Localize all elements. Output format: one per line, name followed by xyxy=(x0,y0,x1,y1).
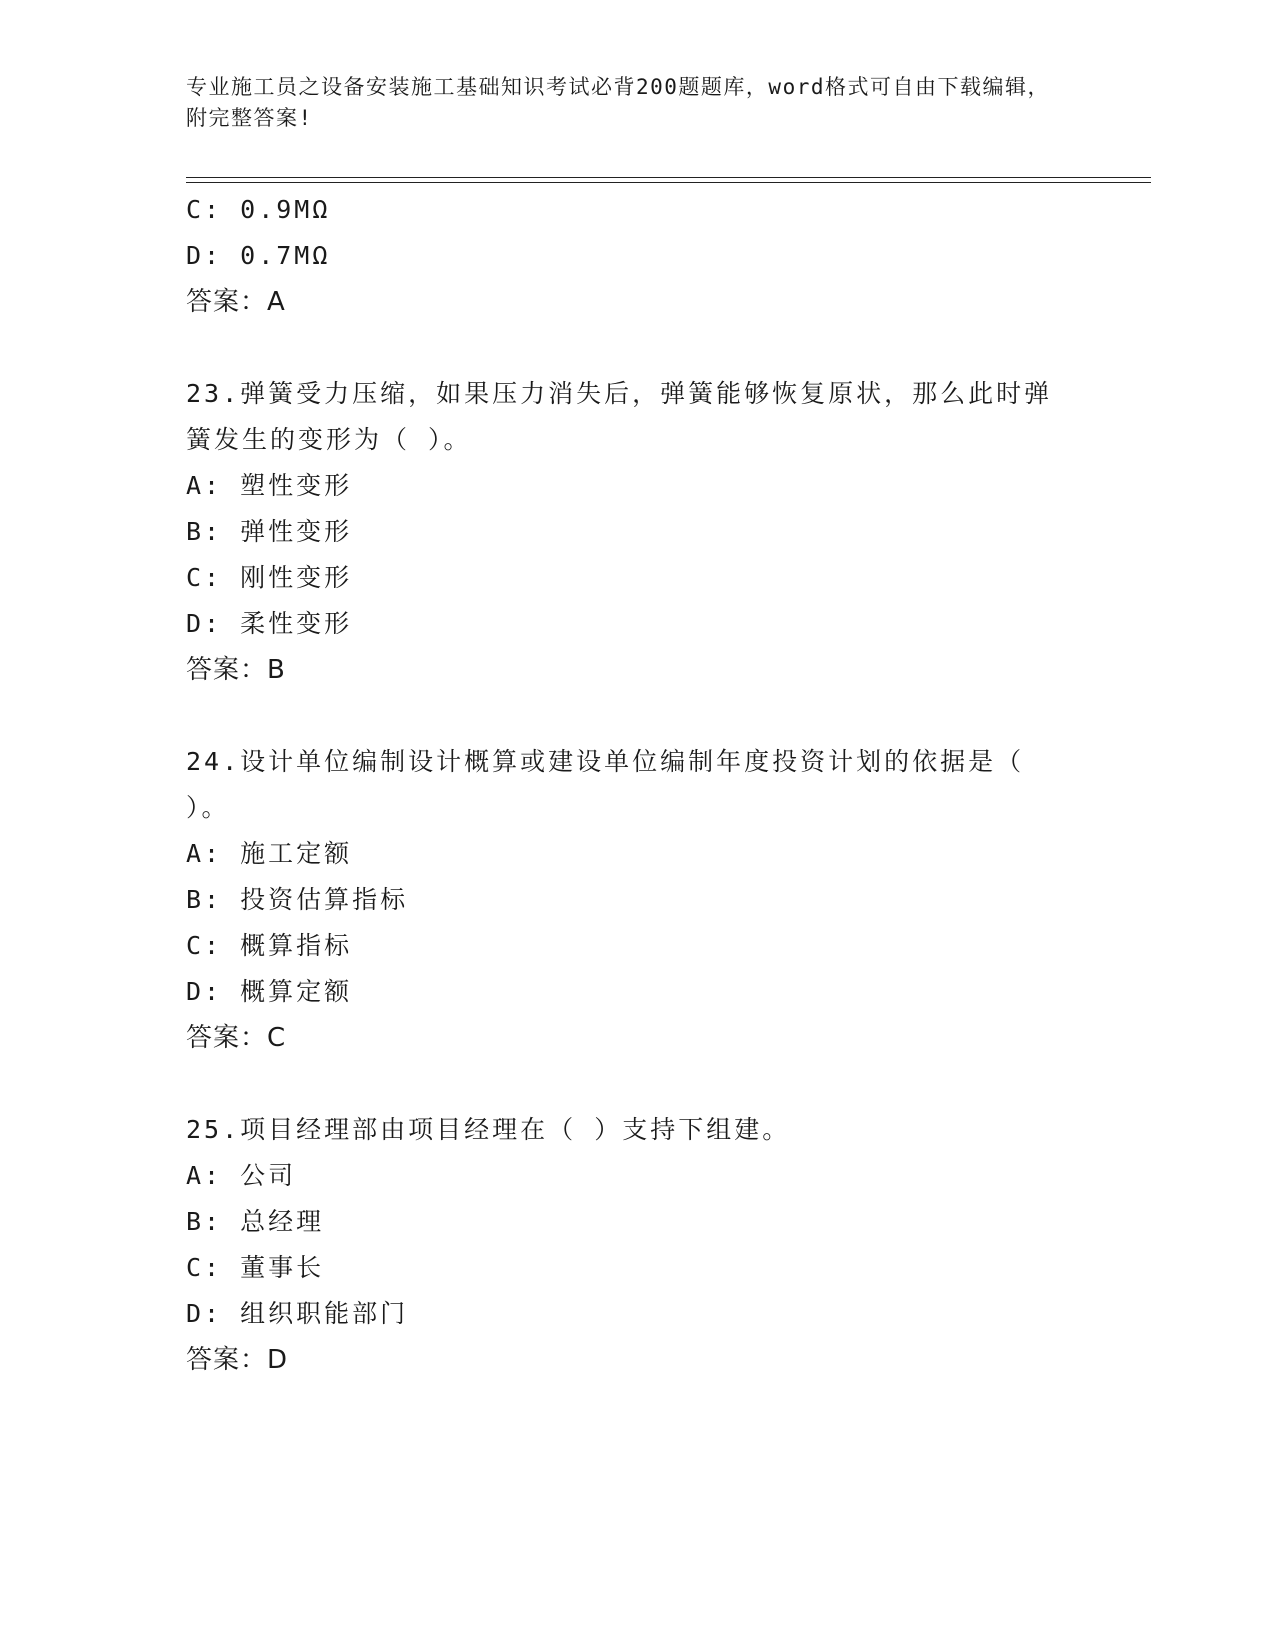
header-divider-bottom xyxy=(186,182,1151,183)
option-c: C: 刚性变形 xyxy=(186,563,353,592)
question-25 xyxy=(186,1107,1086,1383)
option-a: A: 施工定额 xyxy=(186,839,353,868)
option-b: B: 弹性变形 xyxy=(186,517,353,546)
question-stem: 簧发生的变形为（ ）。 xyxy=(186,425,472,454)
option-c: C: 0.9MΩ xyxy=(186,195,331,224)
option-a: A: 塑性变形 xyxy=(186,471,353,500)
option-d: D: 0.7MΩ xyxy=(186,241,331,270)
question-stem: ）。 xyxy=(186,793,230,822)
header-divider-top xyxy=(186,177,1151,178)
answer-line: 答案：C xyxy=(186,1023,287,1053)
question-23 xyxy=(186,371,1086,693)
document-header: 专业施工员之设备安装施工基础知识考试必背200题题库，word格式可自由下载编辑，附完整答案! xyxy=(186,75,1050,130)
answer-line: 答案：A xyxy=(186,287,286,317)
question-stem: 25.项目经理部由项目经理在（ ）支持下组建。 xyxy=(186,1115,791,1144)
option-d: D: 柔性变形 xyxy=(186,609,353,638)
option-c: C: 董事长 xyxy=(186,1253,325,1282)
option-d: D: 组织职能部门 xyxy=(186,1299,409,1328)
answer-line: 答案：B xyxy=(186,655,286,685)
question-stem: 24.设计单位编制设计概算或建设单位编制年度投资计划的依据是（ xyxy=(186,747,1025,776)
option-b: B: 总经理 xyxy=(186,1207,325,1236)
option-a: A: 公司 xyxy=(186,1161,297,1190)
answer-line: 答案：D xyxy=(186,1345,289,1375)
question-stem: 23.弹簧受力压缩，如果压力消失后，弹簧能够恢复原状，那么此时弹 xyxy=(186,379,1053,408)
option-d: D: 概算定额 xyxy=(186,977,353,1006)
option-c: C: 概算指标 xyxy=(186,931,353,960)
previous-question-tail xyxy=(186,187,1086,325)
option-b: B: 投资估算指标 xyxy=(186,885,409,914)
question-24 xyxy=(186,739,1086,1061)
question-content xyxy=(186,187,1086,1383)
